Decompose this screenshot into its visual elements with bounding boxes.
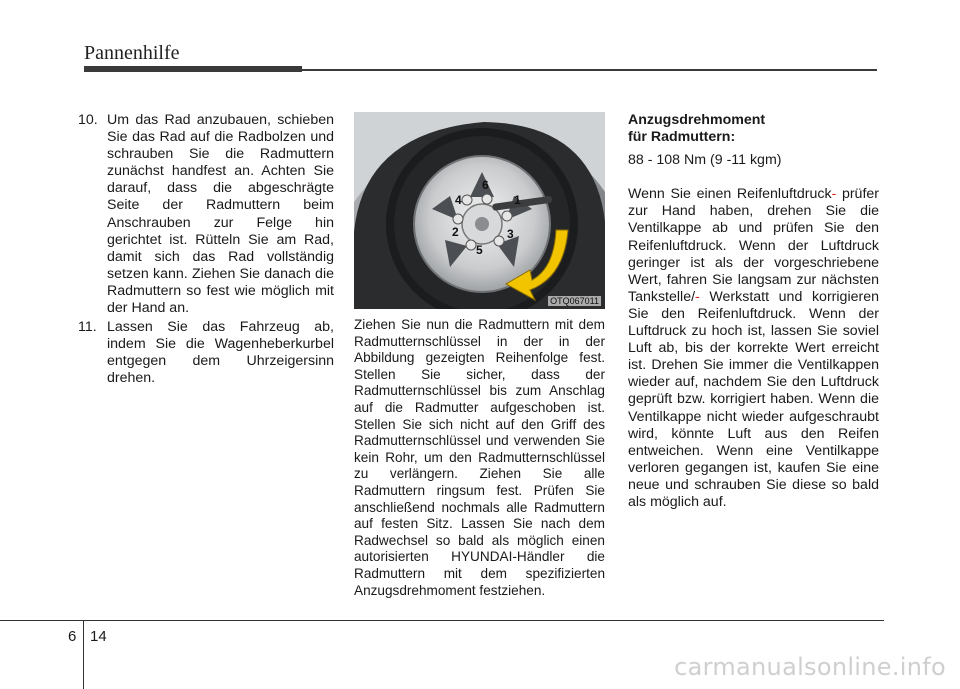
watermark: carmanualsonline.info	[674, 653, 946, 681]
pressure-paragraph	[628, 186, 879, 511]
nut-label: 4	[455, 193, 462, 207]
nut-label: 2	[452, 225, 459, 239]
pressure-text-3: Werkstatt und korrigieren Sie den Reifenluftdruck. Wenn der Luftdruck zu hoch ist, lassen Sie soviel Luft ab, bis der korrekte Wert erreicht ist. Drehen Sie immer die Ventilkappen wieder auf, nachdem Sie den Luftdruck geprüft bzw. korrigiert haben. Wenn die Ventilkappe nicht wieder aufgeschraubt wird, könnte Luft aus den Reifen entweichen. Wenn eine Ventilkappe verloren gegangen ist, kaufen Sie eine neue und schrauben Sie diese so bald als möglich auf.	[628, 288, 879, 510]
nut-label: 3	[507, 227, 514, 241]
footer-divider	[83, 620, 84, 689]
step-number: 11.	[78, 319, 97, 336]
hyphen-mark: -	[831, 186, 837, 203]
step-text: Lassen Sie das Fahrzeug ab, indem Sie die Wagenheberkurbel entgegen dem Uhrzeigersinn drehen.	[107, 319, 334, 387]
header-rule-thick	[84, 66, 302, 72]
step-text: Um das Rad anzubauen, schieben Sie das Rad auf die Radbolzen und schrauben Sie die Radmuttern zunächst handfest an. Achten Sie darauf, dass die abgeschrägte Seite der Radmuttern beim Anschrauben zur Felge hin gerichtet ist. Rütteln Sie am Rad, damit sich das Rad vollständig setzen kann. Ziehen Sie danach die Radmuttern so fest wie möglich mit der Hand an.	[107, 112, 334, 317]
nut-label: 1	[514, 193, 521, 207]
hyphen-mark: -	[695, 288, 700, 305]
figure-code: OTQ067011	[550, 296, 599, 306]
chapter-number: 6	[68, 628, 77, 645]
pressure-text-2: prüfer zur Hand haben, drehen Sie die Ventilkappe ab und prüfen Sie den Reifenluftdruck. Wenn der Luftdruck geringer ist als der vorgeschriebene Wert, fahren Sie langsam zur nächsten Tankstelle/	[628, 186, 879, 305]
step-11	[78, 319, 334, 387]
step-number: 10.	[78, 112, 98, 128]
header-rule-thin	[302, 69, 877, 71]
torque-title-line1: Anzugsdrehmoment	[628, 112, 766, 128]
step-10	[78, 112, 334, 317]
tightening-paragraph: Ziehen Sie nun die Radmuttern mit dem Radmutternschlüssel in der in der Abbildung gezeigten Reihenfolge fest. Stellen Sie sicher, dass der Radmutternschlüssel bis zum Anschlag auf die Radmutter aufgeschoben ist. Stellen Sie sich nicht auf den Griff des Radmutternschlüssel und verwenden Sie kein Rohr, um den Radmutternschlüssel zu verlängern. Ziehen Sie alle Radmuttern ringsum fest. Prüfen Sie anschließend nochmals alle Radmuttern auf festen Sitz. Lassen Sie nach dem Radwechsel so bald als möglich einen autorisierten HYUNDAI-Händler die Radmuttern mit dem spezifizierten Anzugsdrehmoment festziehen.	[354, 317, 605, 598]
header-title: Pannenhilfe	[84, 42, 180, 64]
middle-column	[354, 112, 605, 599]
torque-value: 88 - 108 Nm (9 -11 kgm)	[628, 152, 782, 169]
right-column	[628, 112, 879, 511]
pressure-text-1: Wenn Sie einen Reifenluftdruck	[628, 186, 832, 203]
steps-column	[78, 112, 334, 390]
torque-title-line2: für Radmuttern:	[628, 129, 736, 146]
nut-label: 6	[482, 178, 489, 192]
footer-rule	[0, 620, 884, 621]
torque-title	[628, 112, 879, 146]
nut-label: 5	[476, 243, 483, 257]
page-number: 14	[90, 628, 107, 645]
